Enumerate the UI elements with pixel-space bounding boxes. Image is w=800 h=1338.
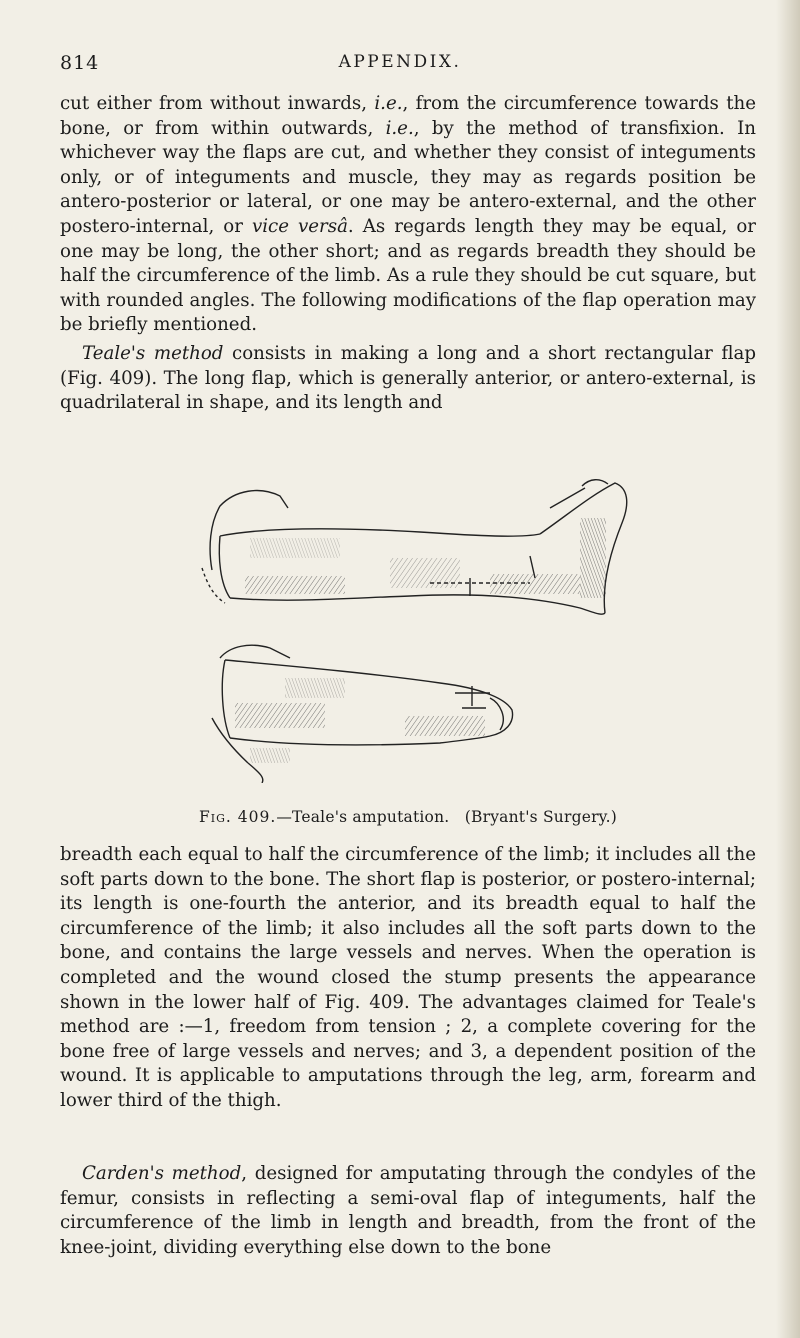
text-run: consists in making a long and a short rectangular flap (Fig. 409). The long flap, which is generally anterior, or antero-external, is quadrilateral in shape, and its length and <box>60 343 756 414</box>
method-name-carden: Carden's method <box>82 1163 242 1184</box>
figure-409-illustration <box>190 478 660 783</box>
figure-title: —Teale's amputation. <box>276 808 450 826</box>
method-name-teale: Teale's method <box>82 343 224 364</box>
text-run: , designed for amputating through the condyles of the femur, consists in reflecting a semi-oval flap of integuments, half the circumference of the limb in length and breadth, from the front of the knee-joint, dividing everything else down to the bone <box>60 1163 756 1258</box>
lower-limb-drawing <box>212 645 513 783</box>
paragraph-carden-method <box>60 1162 756 1260</box>
page-edge-shadow <box>776 0 800 1338</box>
running-head: APPENDIX. <box>338 52 462 72</box>
paragraph-teale-continued: breadth each equal to half the circumference of the limb; it includes all the soft parts down to the bone. The short flap is posterior, or postero-internal; its length is one-fourth the anterior, and its breadth equal to half the circumference of the limb; it also includes all the soft parts down to the bone, and contains the large vessels and nerves. When the operation is completed and the wound closed the stump presents the appearance shown in the lower half of Fig. 409. The advantages claimed for Teale's method are :—1, freedom from tension ; 2, a complete covering for the bone free of large vessels and nerves; and 3, a dependent position of the wound. It is applicable to amputations through the leg, arm, forearm and lower third of the thigh. <box>60 844 756 1111</box>
italic-text: i.e. <box>385 117 414 139</box>
upper-limb-drawing <box>202 480 627 614</box>
page-header <box>60 52 740 82</box>
page-number: 814 <box>60 52 100 74</box>
text-run: , by the method of transfixion. In whichever way the flaps are cut, and whether they consist of integuments only, or of integuments and muscle, they may as regards position be antero-posterior or lateral, or one may be antero-external, and the other postero-internal, or <box>60 117 756 237</box>
paragraph-flap-methods <box>60 92 756 338</box>
figure-label: Fig. 409. <box>199 808 277 826</box>
italic-text: vice versâ <box>251 215 348 237</box>
text-run: . As regards length they may be equal, or one may be long, the other short; and as regards breadth they should be half the circumference of the limb. As a rule they should be cut square, but with rounded angles. The following modifications of the flap operation may be briefly mentioned. <box>60 215 756 336</box>
text-run: , from the circumference towards the bone, or from within outwards, <box>60 93 756 139</box>
paragraph-teale-method <box>60 342 756 416</box>
figure-caption <box>60 808 756 826</box>
figure-source: (Bryant's Surgery.) <box>464 808 617 826</box>
text-run: cut either from without inwards, <box>60 93 375 114</box>
italic-text: i.e. <box>374 93 403 114</box>
